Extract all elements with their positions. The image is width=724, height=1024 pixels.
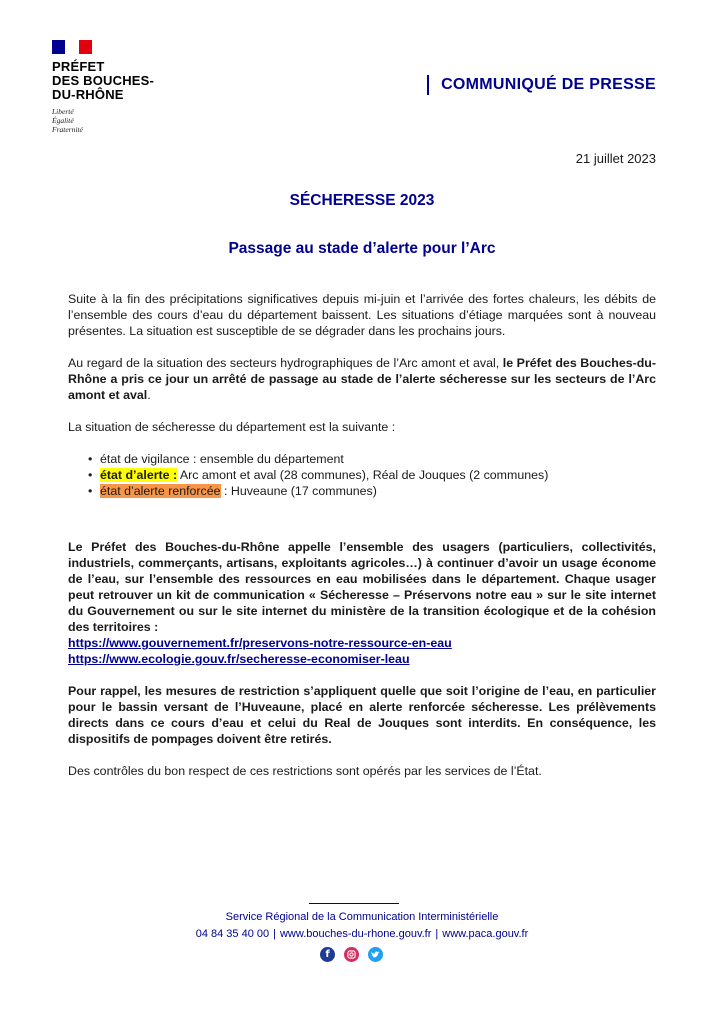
page-subtitle: Passage au stade d’alerte pour l’Arc [228,240,496,257]
twitter-icon[interactable] [368,947,383,962]
paragraph-situation: La situation de sécheresse du département est la suivante : [68,420,396,434]
paragraph-appeal: Le Préfet des Bouches-du-Rhône appelle l’ensemble des usagers (particuliers, collectivités, industriels, commerçants, artisans, exploitants agricoles…) à continuer d’avoir un usage économe de l’eau, sur l’ensemble des ressources en eau mobilisées dans le département. Chaque usager peut retrouver un kit de communication « Sécheresse – Préservons notre eau » sur le site internet du Gouvernement ou sur le site internet du ministère de la transition écologique et de la cohésion des territoires : [68,540,656,634]
paragraph-reminder: Pour rappel, les mesures de restriction s’appliquent quelle que soit l’origine de l’eau, en particulier pour le bassin versant de l’Huveaune, placé en alerte renforcée sécheresse. Les prélèvements directs dans ce cours d’eau et celui du Real de Jouques sont interdits. En conséquence, les dispositifs de pompages doivent être retirés. [68,684,656,746]
prefect-name: PRÉFET DES BOUCHES- DU-RHÔNE [52,59,155,102]
footer-contacts: 04 84 35 40 00 | www.bouches-du-rhone.gouv.fr | www.paca.gouv.fr [195,928,529,940]
paragraph-decision: Au regard de la situation des secteurs hydrographiques de l’Arc amont et aval, le Préfet des Bouches-du-Rhône a pris ce jour un arrêté de passage au stade de l’alerte sécheresse sur les secteurs de l’Arc amont et aval. [68,356,656,402]
page-title: SÉCHERESSE 2023 [289,192,435,209]
press-body [68,291,656,779]
social-links [320,947,383,962]
link-gouvernement[interactable]: https://www.gouvernement.fr/preservons-notre-ressource-en-eau [68,636,452,650]
prefecture-logo [52,40,154,134]
paragraph-controls: Des contrôles du bon respect de ces restrictions sont opérés par les services de l’État. [68,764,542,778]
press-date: 21 juillet 2023 [575,151,656,166]
link-ecologie[interactable]: https://www.ecologie.gouv.fr/secheresse-economiser-leau [68,652,410,666]
footer-site-prefecture[interactable]: www.bouches-du-rhone.gouv.fr [279,928,432,940]
republic-motto: Liberté Égalité Fraternité [52,107,83,134]
list-item: • état d’alerte renforcée : Huveaune (17 communes) [90,483,656,499]
paragraph-intro: Suite à la fin des précipitations significatives depuis mi-juin et l’arrivée des fortes chaleurs, les débits de l’ensemble des cours d’eau du département baissent. Les situations d’étiage marquées sont à nouveau présentes. La situation est susceptible de se dégrader dans les prochains jours. [68,292,656,338]
instagram-icon[interactable] [344,947,359,962]
footer-phone: 04 84 35 40 00 [195,928,270,940]
marianne-flag-icon [52,40,92,54]
document-type [427,75,656,95]
alert-levels-list [68,451,656,499]
facebook-icon[interactable]: f [320,947,335,962]
footer-site-paca[interactable]: www.paca.gouv.fr [442,928,529,940]
footer-service: Service Régional de la Communication Interministérielle [225,911,499,923]
doctype-bar [427,75,429,95]
doctype-label: COMMUNIQUÉ DE PRESSE [441,76,656,93]
list-item: • état de vigilance : ensemble du département [90,451,656,467]
list-item: • état d’alerte : Arc amont et aval (28 communes), Réal de Jouques (2 communes) [90,467,656,483]
footer-divider [309,903,399,904]
